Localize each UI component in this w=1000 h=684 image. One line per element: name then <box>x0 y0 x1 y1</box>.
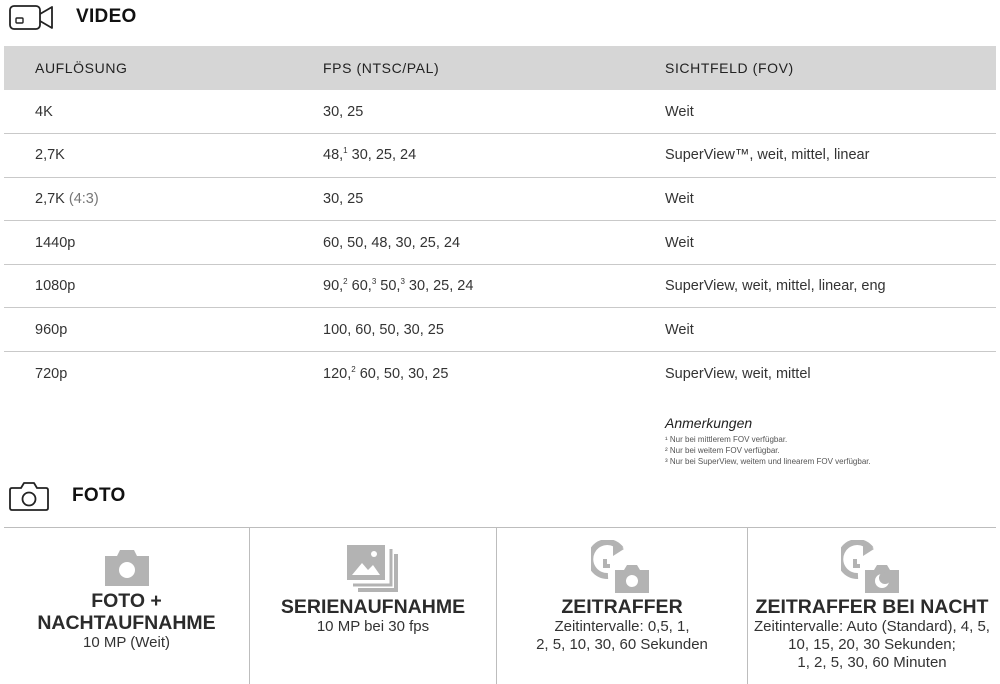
table-row <box>4 221 996 265</box>
fps-value: 90, <box>323 278 344 295</box>
fps-value: 60, 50, 30, 25 <box>355 365 449 382</box>
cell-resolution <box>4 90 292 134</box>
mode-photo-night <box>4 528 249 684</box>
fps-value: 60, <box>347 278 372 295</box>
resolution-value: 2,7K <box>35 190 65 207</box>
footnote-ref: 3 <box>400 277 405 287</box>
cell-fov: SuperView™, weit, mittel, linear <box>634 134 996 178</box>
resolution-note: (4:3) <box>68 190 99 207</box>
fps-value: 120, <box>323 365 352 382</box>
resolution-value: 1080p <box>35 278 76 295</box>
footnote-2: ² Nur bei weitem FOV verfügbar. <box>665 446 780 455</box>
mode-desc-line: 10 MP (Weit) <box>83 634 170 651</box>
mode-burst <box>249 528 496 684</box>
mode-desc-line: 10, 15, 20, 30 Sekunden; <box>788 636 956 653</box>
cell-fov: Weit <box>634 177 996 221</box>
table-row <box>4 308 996 352</box>
cell-fps <box>292 221 634 265</box>
mode-title-line: ZEITRAFFER BEI NACHT <box>755 596 989 618</box>
cell-fov: SuperView, weit, mittel <box>665 365 811 382</box>
resolution-value: 720p <box>35 365 68 382</box>
foto-title: FOTO <box>72 485 126 506</box>
photo-modes <box>4 528 996 684</box>
fps-value: 60, 50, 48, 30, 25, 24 <box>323 234 461 251</box>
resolution-value: 2,7K <box>35 147 65 164</box>
footnote-ref: 1 <box>343 146 348 156</box>
resolution-value: 960p <box>35 321 68 338</box>
mode-desc-line: 2, 5, 10, 30, 60 Sekunden <box>536 636 708 653</box>
table-row <box>4 352 996 396</box>
fps-value: 30, 25 <box>323 103 364 120</box>
table-row <box>4 90 996 134</box>
cell-resolution <box>4 221 292 265</box>
timelapse-icon <box>591 540 653 594</box>
cell-fov: Weit <box>634 221 996 265</box>
mode-desc-line: Zeitintervalle: Auto (Standard), 4, 5, <box>754 618 990 635</box>
footnote-1: ¹ Nur bei mittlerem FOV verfügbar. <box>665 435 788 444</box>
cell-fps <box>292 177 634 221</box>
mode-title-line: ZEITRAFFER <box>561 596 683 618</box>
cell-resolution <box>4 134 292 178</box>
footnote-ref: 2 <box>351 364 356 374</box>
fps-value: 30, 25, 24 <box>404 278 474 295</box>
cell-fps <box>292 264 634 308</box>
cell-fps <box>292 90 634 134</box>
table-row <box>4 177 996 221</box>
column-header-fov: SICHTFELD (FOV) <box>634 46 996 90</box>
column-header-fps: FPS (NTSC/PAL) <box>292 46 634 90</box>
footnotes-title: Anmerkungen <box>665 415 753 431</box>
mode-desc-line: Zeitintervalle: 0,5, 1, <box>554 618 690 635</box>
table-row <box>4 264 996 308</box>
fps-value: 48, <box>323 147 344 164</box>
column-header-resolution: AUFLÖSUNG <box>4 46 292 90</box>
camera-icon <box>102 546 152 588</box>
footnote-ref: 3 <box>371 277 377 287</box>
mode-title-line: FOTO + <box>91 590 162 612</box>
mode-desc-line: 1, 2, 5, 30, 60 Minuten <box>797 654 947 671</box>
cell-fov: Weit <box>634 90 996 134</box>
table-row <box>4 134 996 178</box>
footnote-3: ³ Nur bei SuperView, weitem und linearem FOV verfügbar. <box>665 457 871 466</box>
mode-timelapse <box>496 528 747 684</box>
mode-desc-line: 10 MP bei 30 fps <box>316 618 430 635</box>
video-camera-icon <box>8 1 54 33</box>
fps-value: 100, 60, 50, 30, 25 <box>323 321 444 338</box>
night-lapse-icon <box>841 540 903 594</box>
cell-fps <box>292 308 634 352</box>
resolution-value: 4K <box>35 103 53 120</box>
foto-section-heading <box>8 478 126 514</box>
photo-camera-icon <box>8 479 50 513</box>
burst-photos-icon <box>346 544 400 594</box>
video-title: VIDEO <box>76 6 137 27</box>
video-spec-table <box>4 46 996 395</box>
fps-value: 30, 25, 24 <box>347 147 417 164</box>
cell-resolution <box>4 264 292 308</box>
mode-nightlapse <box>747 528 996 684</box>
video-section-heading <box>8 0 137 34</box>
cell-fov: SuperView, weit, mittel, linear, eng <box>634 264 996 308</box>
cell-resolution <box>4 177 292 221</box>
cell-resolution <box>4 308 292 352</box>
resolution-value: 1440p <box>35 234 76 251</box>
footnote-ref: 2 <box>343 277 348 287</box>
footnotes <box>665 415 871 467</box>
fps-value: 30, 25 <box>323 190 364 207</box>
mode-title-line: NACHTAUFNAHME <box>37 612 216 634</box>
cell-fps <box>292 134 634 178</box>
fps-value: 50, <box>376 278 401 295</box>
mode-title-line: SERIENAUFNAHME <box>280 596 466 618</box>
cell-fov: Weit <box>634 308 996 352</box>
cell-fps <box>292 352 634 396</box>
cell-resolution <box>4 352 292 396</box>
table-header-row <box>4 46 996 90</box>
